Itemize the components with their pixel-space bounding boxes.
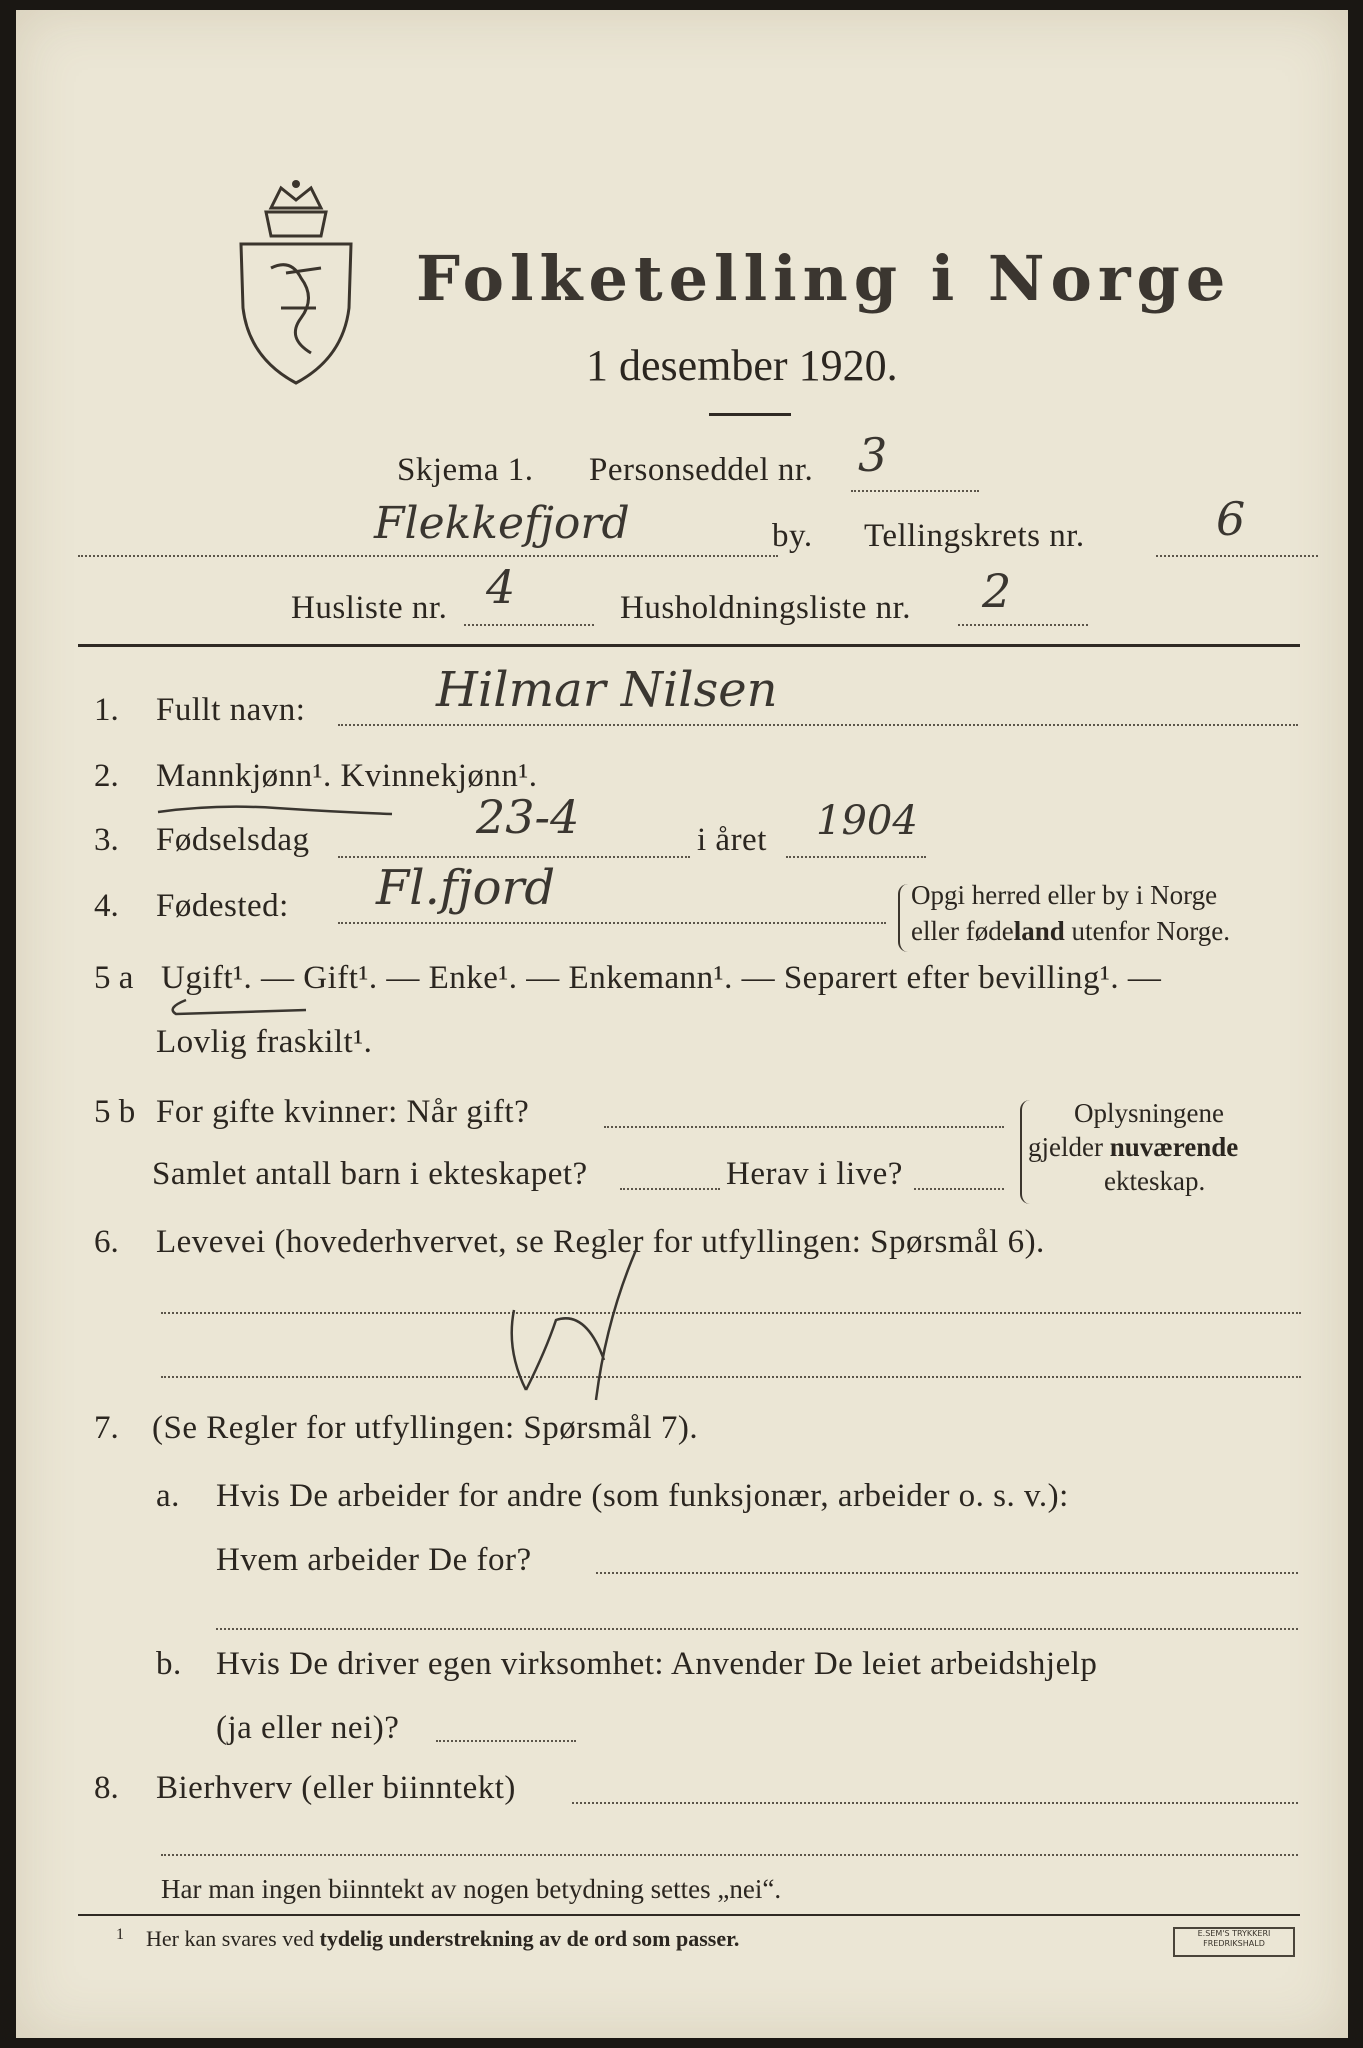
q4-note-line1: Opgi herred eller by i Norge: [911, 880, 1218, 910]
occupation-field-2[interactable]: [161, 1376, 1301, 1378]
q2-number: 2.: [94, 758, 119, 794]
husholdningsliste-field[interactable]: [958, 624, 1088, 626]
q2-label: Mannkjønn¹. Kvinnekjønn¹.: [156, 758, 538, 794]
footer-divider: [78, 1914, 1300, 1916]
full-name-field[interactable]: [338, 724, 1298, 726]
q7b-number: b.: [156, 1646, 182, 1682]
footnote-mark: 1: [116, 1926, 124, 1943]
skjema-label: Skjema 1.: [397, 452, 534, 488]
employer-field-1[interactable]: [596, 1572, 1298, 1574]
q8-note: Har man ingen biinntekt av nogen betydning settes „nei“.: [161, 1874, 782, 1904]
husliste-label: Husliste nr.: [291, 590, 448, 626]
side-income-field-1[interactable]: [572, 1802, 1298, 1804]
husliste-value: 4: [486, 560, 516, 614]
personseddel-label: Personseddel nr.: [589, 452, 814, 488]
children-count-field[interactable]: [620, 1188, 720, 1190]
q4-note-brace: [898, 884, 910, 952]
q6-number: 6.: [94, 1224, 119, 1260]
birth-year-field[interactable]: [786, 856, 926, 858]
husholdningsliste-value: 2: [982, 564, 1012, 618]
occupation-field-1[interactable]: [161, 1312, 1301, 1314]
birthplace-value: Fl.fjord: [376, 860, 556, 916]
q1-number: 1.: [94, 692, 119, 728]
by-label: by.: [772, 518, 813, 554]
q7a-label2: Hvem arbeider De for?: [216, 1542, 532, 1578]
printer-stamp: E.SEM'S TRYKKERI FREDRIKSHALD: [1173, 1927, 1295, 1957]
year-label: i året: [697, 822, 767, 858]
q5b-label: For gifte kvinner: Når gift?: [156, 1094, 530, 1130]
occupation-value-mark: [496, 1240, 656, 1410]
husliste-field[interactable]: [464, 624, 594, 626]
q7b-label: Hvis De driver egen virksomhet: Anvender De leiet arbeidshjelp: [216, 1646, 1098, 1682]
side-income-field-2[interactable]: [161, 1854, 1298, 1856]
q5b-note-line3: ekteskap.: [1104, 1166, 1206, 1196]
form-title: Folketelling i Norge: [416, 242, 1232, 315]
q8-label: Bierhverv (eller biinntekt): [156, 1770, 516, 1806]
by-field[interactable]: [78, 555, 778, 557]
coat-of-arms-icon: [231, 178, 361, 388]
birthday-field[interactable]: [338, 856, 690, 858]
census-form: [16, 10, 1348, 2038]
married-when-field[interactable]: [604, 1126, 1004, 1128]
tellingskrets-value: 6: [1216, 492, 1246, 546]
q4-number: 4.: [94, 888, 119, 924]
q5b-number: 5 b: [94, 1094, 136, 1130]
q5a-label: Ugift¹. — Gift¹. — Enke¹. — Enkemann¹. — Separert efter bevilling¹. —: [161, 960, 1162, 996]
tellingskrets-label: Tellingskrets nr.: [864, 518, 1085, 554]
hired-help-field[interactable]: [436, 1740, 576, 1742]
q5b-note-line2: gjelder nuværende: [1028, 1132, 1239, 1162]
q8-number: 8.: [94, 1770, 119, 1806]
children-alive-field[interactable]: [914, 1188, 1004, 1190]
q7a-number: a.: [156, 1478, 180, 1514]
q4-label: Fødested:: [156, 888, 289, 924]
q5a-number: 5 a: [94, 960, 134, 996]
q5b-label3: Herav i live?: [726, 1156, 903, 1192]
q1-label: Fullt navn:: [156, 692, 306, 728]
q5a-label2: Lovlig fraskilt¹.: [156, 1024, 373, 1060]
q5b-label2: Samlet antall barn i ekteskapet?: [152, 1156, 588, 1192]
q4-note-line2: eller fødeland utenfor Norge.: [911, 916, 1230, 946]
q3-number: 3.: [94, 822, 119, 858]
header-divider: [78, 644, 1300, 647]
q5b-note-line1: Oplysningene: [1074, 1098, 1224, 1128]
q3-label: Fødselsdag: [156, 822, 310, 858]
birth-year-value: 1904: [816, 798, 918, 844]
birthday-value: 23-4: [476, 790, 580, 844]
sex-underline-mark: [156, 794, 396, 824]
birthplace-field[interactable]: [338, 922, 886, 924]
q7-number: 7.: [94, 1410, 119, 1446]
by-value: Flekkefjord: [374, 498, 630, 549]
q7-label: (Se Regler for utfyllingen: Spørsmål 7).: [152, 1410, 699, 1446]
personseddel-value: 3: [858, 428, 888, 482]
q7b-label2: (ja eller nei)?: [216, 1710, 400, 1746]
q7a-label: Hvis De arbeider for andre (som funksjonær, arbeider o. s. v.):: [216, 1478, 1069, 1514]
personseddel-field[interactable]: [851, 490, 979, 492]
census-date: 1 desember 1920.: [586, 341, 898, 390]
q6-label: Levevei (hovederhvervet, se Regler for utfyllingen: Spørsmål 6).: [156, 1224, 1045, 1260]
marital-underline-mark: [156, 994, 316, 1024]
tellingskrets-field[interactable]: [1156, 555, 1318, 557]
husholdningsliste-label: Husholdningsliste nr.: [620, 590, 912, 626]
employer-field-2[interactable]: [216, 1628, 1298, 1630]
footnote-text: Her kan svares ved tydelig understrekning av de ord som passer.: [146, 1926, 740, 1951]
title-divider: [709, 413, 791, 416]
full-name-value: Hilmar Nilsen: [436, 662, 778, 718]
